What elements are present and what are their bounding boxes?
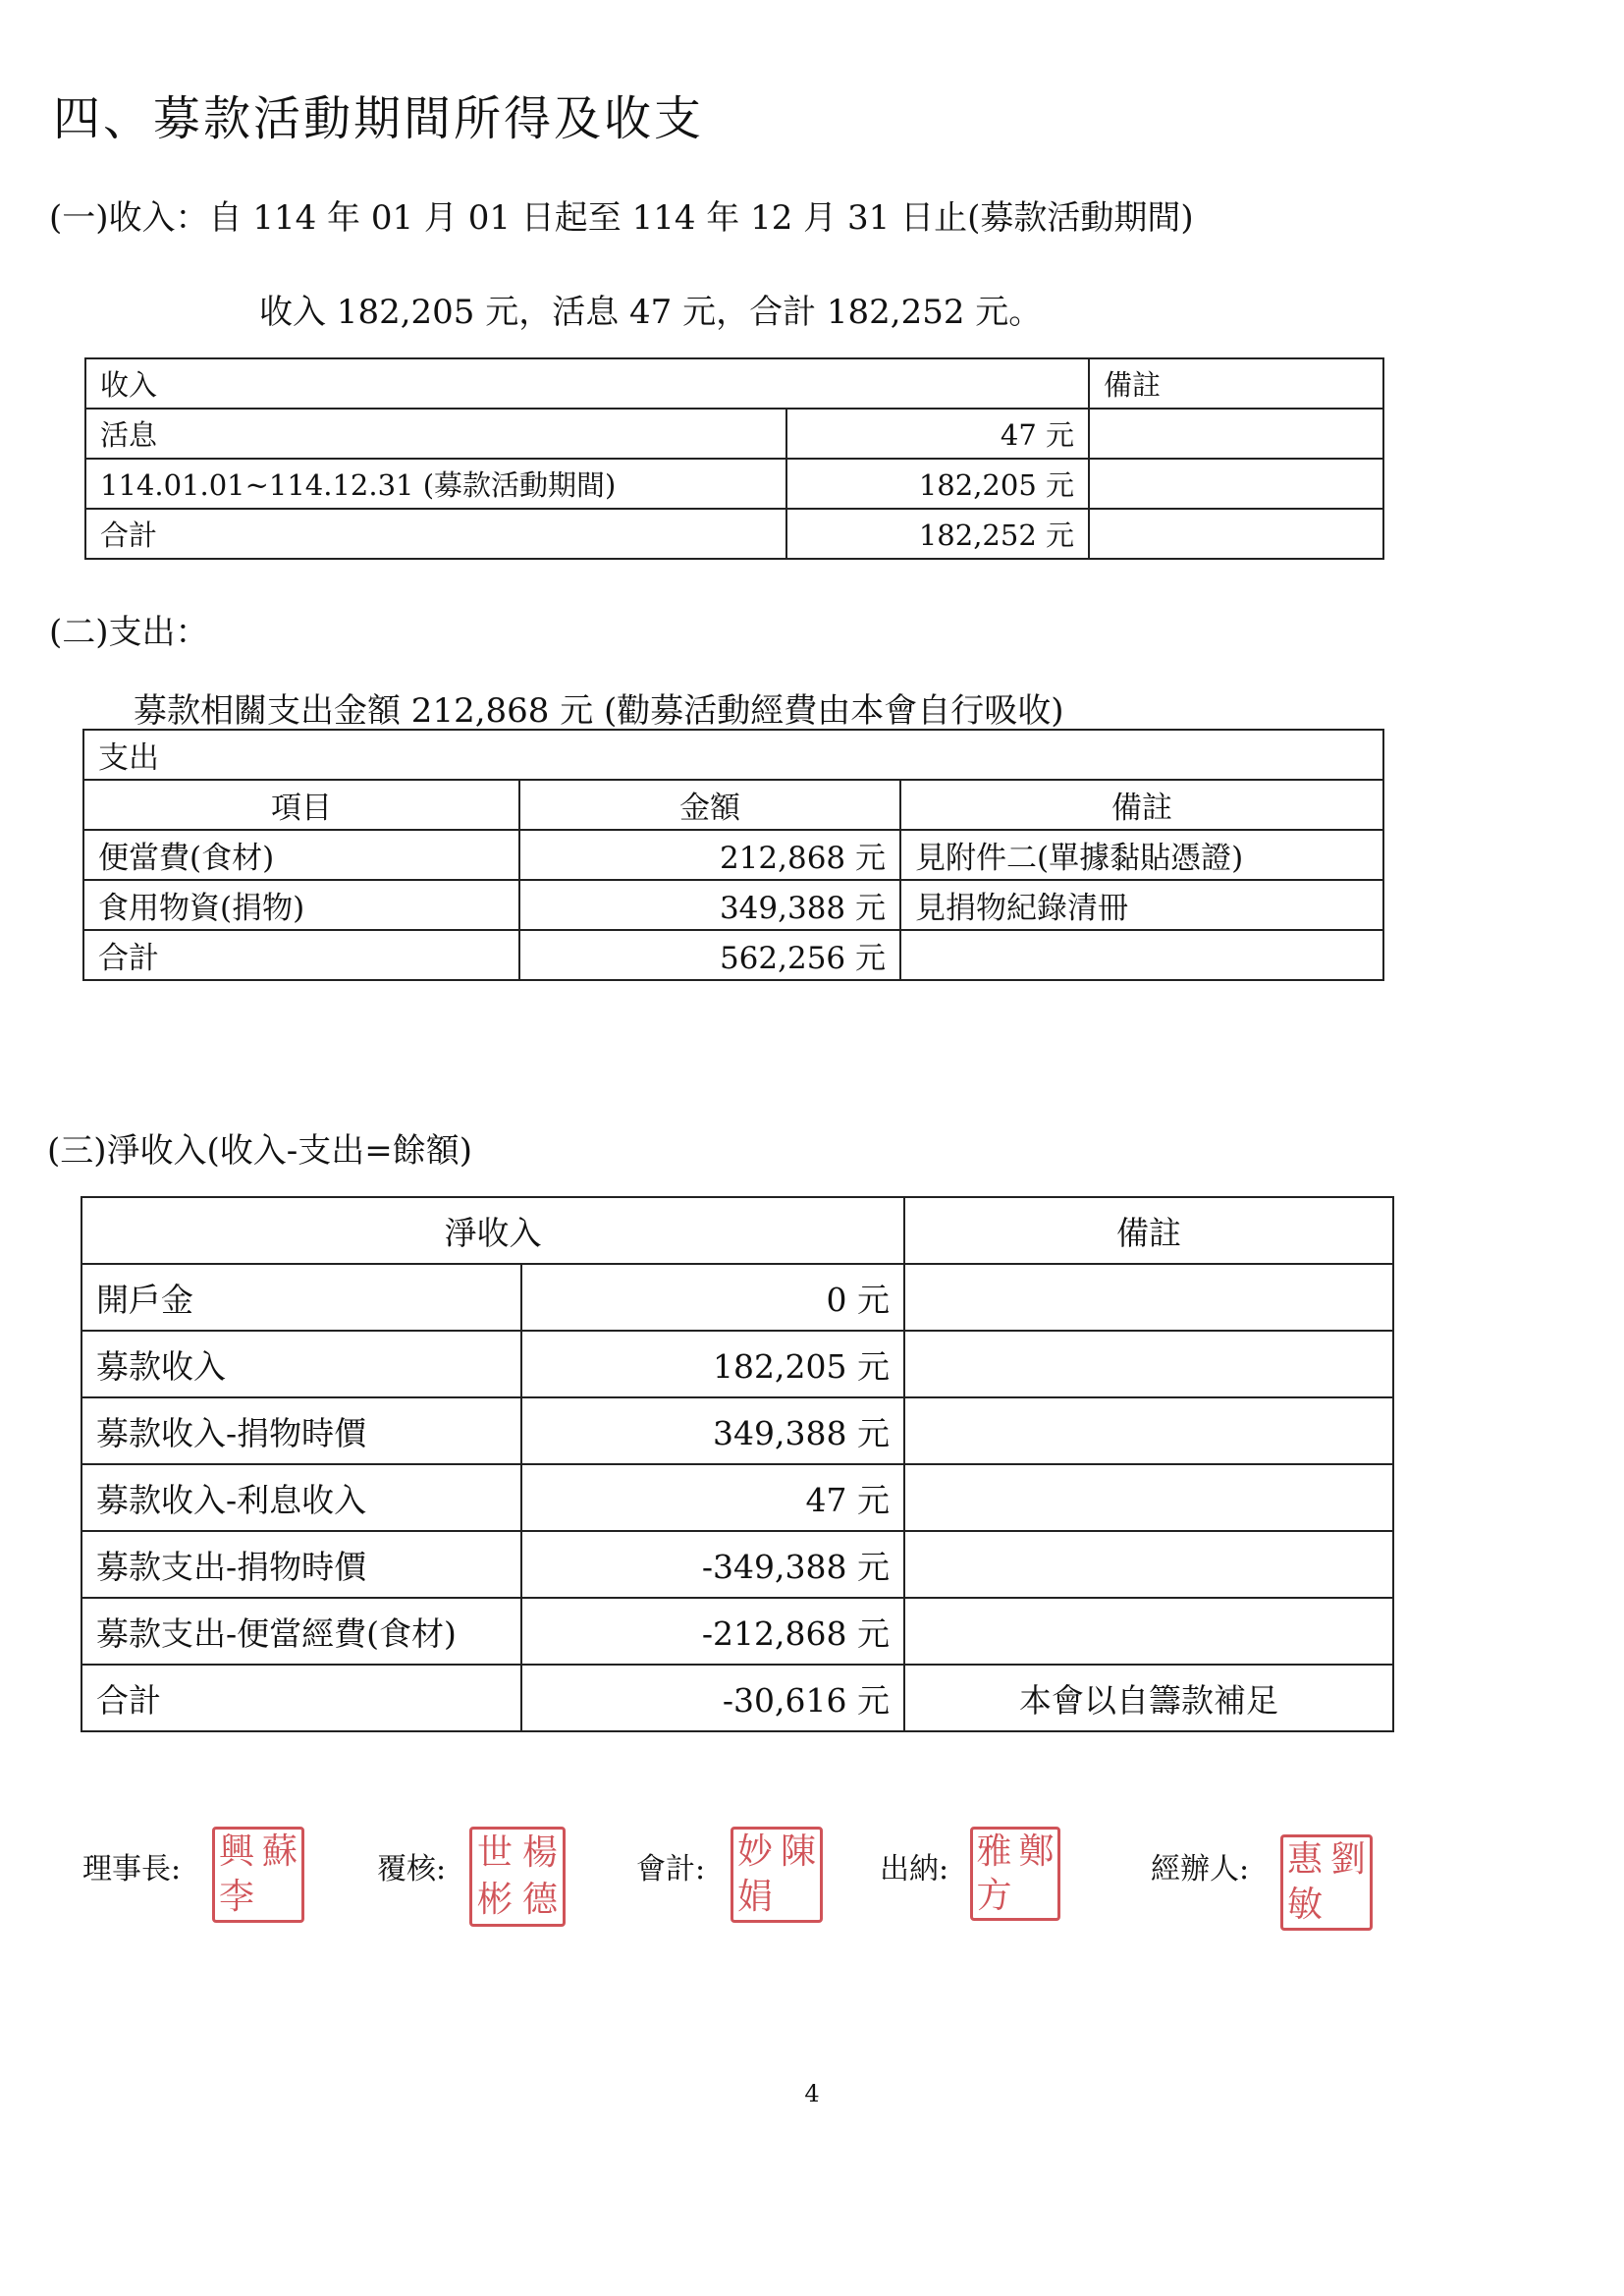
seal-char: 德 bbox=[521, 1880, 558, 1920]
seal-stamp-reviewer bbox=[469, 1827, 566, 1927]
income-section-title: (一)收入：自 114 年 01 月 01 日起至 114 年 12 月 31 日止(募款活動期間) bbox=[49, 198, 1194, 238]
row-item: 114.01.01~114.12.31 (募款活動期間) bbox=[85, 459, 786, 509]
signature-row bbox=[0, 1827, 1624, 1964]
table-row bbox=[81, 1598, 1393, 1665]
seal-char: 方 bbox=[976, 1875, 1012, 1916]
net-table bbox=[81, 1196, 1394, 1732]
table-row bbox=[83, 830, 1383, 880]
net-header: 淨收入 bbox=[81, 1197, 904, 1264]
table-row bbox=[81, 1331, 1393, 1397]
table-row bbox=[81, 1665, 1393, 1731]
expense-header: 支出 bbox=[83, 730, 1383, 780]
income-summary: 收入 182,205 元，活息 47 元，合計 182,252 元。 bbox=[259, 293, 1043, 332]
row-item: 食用物資(捐物) bbox=[83, 880, 519, 930]
expense-table bbox=[82, 729, 1384, 981]
row-amount: 182,205 元 bbox=[521, 1331, 904, 1397]
table-row bbox=[81, 1397, 1393, 1464]
row-note bbox=[904, 1598, 1393, 1665]
signature-label-cashier: 出納: bbox=[880, 1852, 949, 1886]
row-amount: 182,205 元 bbox=[786, 459, 1089, 509]
row-item: 便當費(食材) bbox=[83, 830, 519, 880]
row-note bbox=[904, 1531, 1393, 1598]
col-note-header: 備註 bbox=[900, 780, 1383, 830]
row-item: 活息 bbox=[85, 409, 786, 459]
row-item: 募款收入-捐物時價 bbox=[81, 1397, 521, 1464]
col-item-header: 項目 bbox=[83, 780, 519, 830]
row-note: 見附件二(單據黏貼憑證) bbox=[900, 830, 1383, 880]
expense-section-title: (二)支出： bbox=[49, 613, 209, 652]
table-row bbox=[81, 1531, 1393, 1598]
row-amount: -212,868 元 bbox=[521, 1598, 904, 1665]
seal-char: 興 bbox=[218, 1831, 254, 1872]
table-row bbox=[83, 730, 1383, 780]
table-row bbox=[81, 1464, 1393, 1531]
seal-stamp-accountant bbox=[731, 1827, 823, 1923]
table-row bbox=[83, 880, 1383, 930]
row-amount: -349,388 元 bbox=[521, 1531, 904, 1598]
seal-char: 鄭 bbox=[1018, 1831, 1055, 1872]
row-note: 見捐物紀錄清冊 bbox=[900, 880, 1383, 930]
seal-stamp-handler bbox=[1280, 1834, 1373, 1931]
row-item: 合計 bbox=[83, 930, 519, 980]
row-amount: -30,616 元 bbox=[521, 1665, 904, 1731]
seal-stamp-chairman bbox=[212, 1827, 304, 1923]
row-note bbox=[904, 1464, 1393, 1531]
net-section-title: (三)淨收入(收入-支出=餘額) bbox=[47, 1131, 473, 1171]
seal-char: 娟 bbox=[736, 1877, 773, 1917]
table-row bbox=[83, 930, 1383, 980]
seal-char: 世 bbox=[476, 1832, 513, 1873]
seal-stamp-cashier bbox=[970, 1827, 1060, 1921]
table-row bbox=[85, 459, 1383, 509]
page-heading: 四、募款活動期間所得及收支 bbox=[53, 91, 705, 146]
row-note bbox=[904, 1331, 1393, 1397]
row-item: 募款收入-利息收入 bbox=[81, 1464, 521, 1531]
row-note bbox=[1089, 459, 1383, 509]
net-note-header: 備註 bbox=[904, 1197, 1393, 1264]
table-row bbox=[81, 1264, 1393, 1331]
row-amount: 0 元 bbox=[521, 1264, 904, 1331]
seal-char: 蘇 bbox=[261, 1831, 298, 1872]
table-row bbox=[85, 509, 1383, 559]
seal-char: 劉 bbox=[1329, 1839, 1366, 1880]
seal-char: 敏 bbox=[1286, 1885, 1323, 1925]
row-amount: 212,868 元 bbox=[519, 830, 900, 880]
row-item: 合計 bbox=[81, 1665, 521, 1731]
seal-char: 惠 bbox=[1286, 1839, 1323, 1880]
seal-char: 雅 bbox=[976, 1831, 1012, 1872]
seal-char: 李 bbox=[218, 1877, 254, 1917]
expense-summary: 募款相關支出金額 212,868 元 (勸募活動經費由本會自行吸收) bbox=[134, 691, 1064, 731]
table-row bbox=[83, 780, 1383, 830]
row-item: 合計 bbox=[85, 509, 786, 559]
seal-char: 楊 bbox=[521, 1832, 558, 1873]
seal-char: 妙 bbox=[736, 1831, 773, 1872]
row-item: 募款支出-便當經費(食材) bbox=[81, 1598, 521, 1665]
row-item: 募款收入 bbox=[81, 1331, 521, 1397]
signature-label-accountant: 會計: bbox=[636, 1852, 706, 1886]
table-row bbox=[85, 358, 1383, 409]
seal-char: 彬 bbox=[476, 1880, 513, 1920]
page-number: 4 bbox=[804, 2080, 820, 2107]
seal-char: 陳 bbox=[780, 1831, 816, 1872]
row-amount: 47 元 bbox=[786, 409, 1089, 459]
row-amount: 349,388 元 bbox=[519, 880, 900, 930]
income-table bbox=[84, 357, 1384, 560]
row-item: 開戶金 bbox=[81, 1264, 521, 1331]
row-note bbox=[1089, 509, 1383, 559]
row-amount: 47 元 bbox=[521, 1464, 904, 1531]
row-note bbox=[900, 930, 1383, 980]
signature-label-chairman: 理事長: bbox=[82, 1852, 182, 1886]
row-note bbox=[904, 1264, 1393, 1331]
row-amount: 182,252 元 bbox=[786, 509, 1089, 559]
signature-label-reviewer: 覆核: bbox=[377, 1852, 447, 1886]
income-note-header: 備註 bbox=[1089, 358, 1383, 409]
signature-label-handler: 經辦人: bbox=[1151, 1852, 1250, 1886]
table-row bbox=[81, 1197, 1393, 1264]
table-row bbox=[85, 409, 1383, 459]
income-header: 收入 bbox=[85, 358, 1089, 409]
col-amount-header: 金額 bbox=[519, 780, 900, 830]
row-note bbox=[1089, 409, 1383, 459]
row-amount: 562,256 元 bbox=[519, 930, 900, 980]
row-amount: 349,388 元 bbox=[521, 1397, 904, 1464]
row-note bbox=[904, 1397, 1393, 1464]
row-item: 募款支出-捐物時價 bbox=[81, 1531, 521, 1598]
row-note: 本會以自籌款補足 bbox=[904, 1665, 1393, 1731]
